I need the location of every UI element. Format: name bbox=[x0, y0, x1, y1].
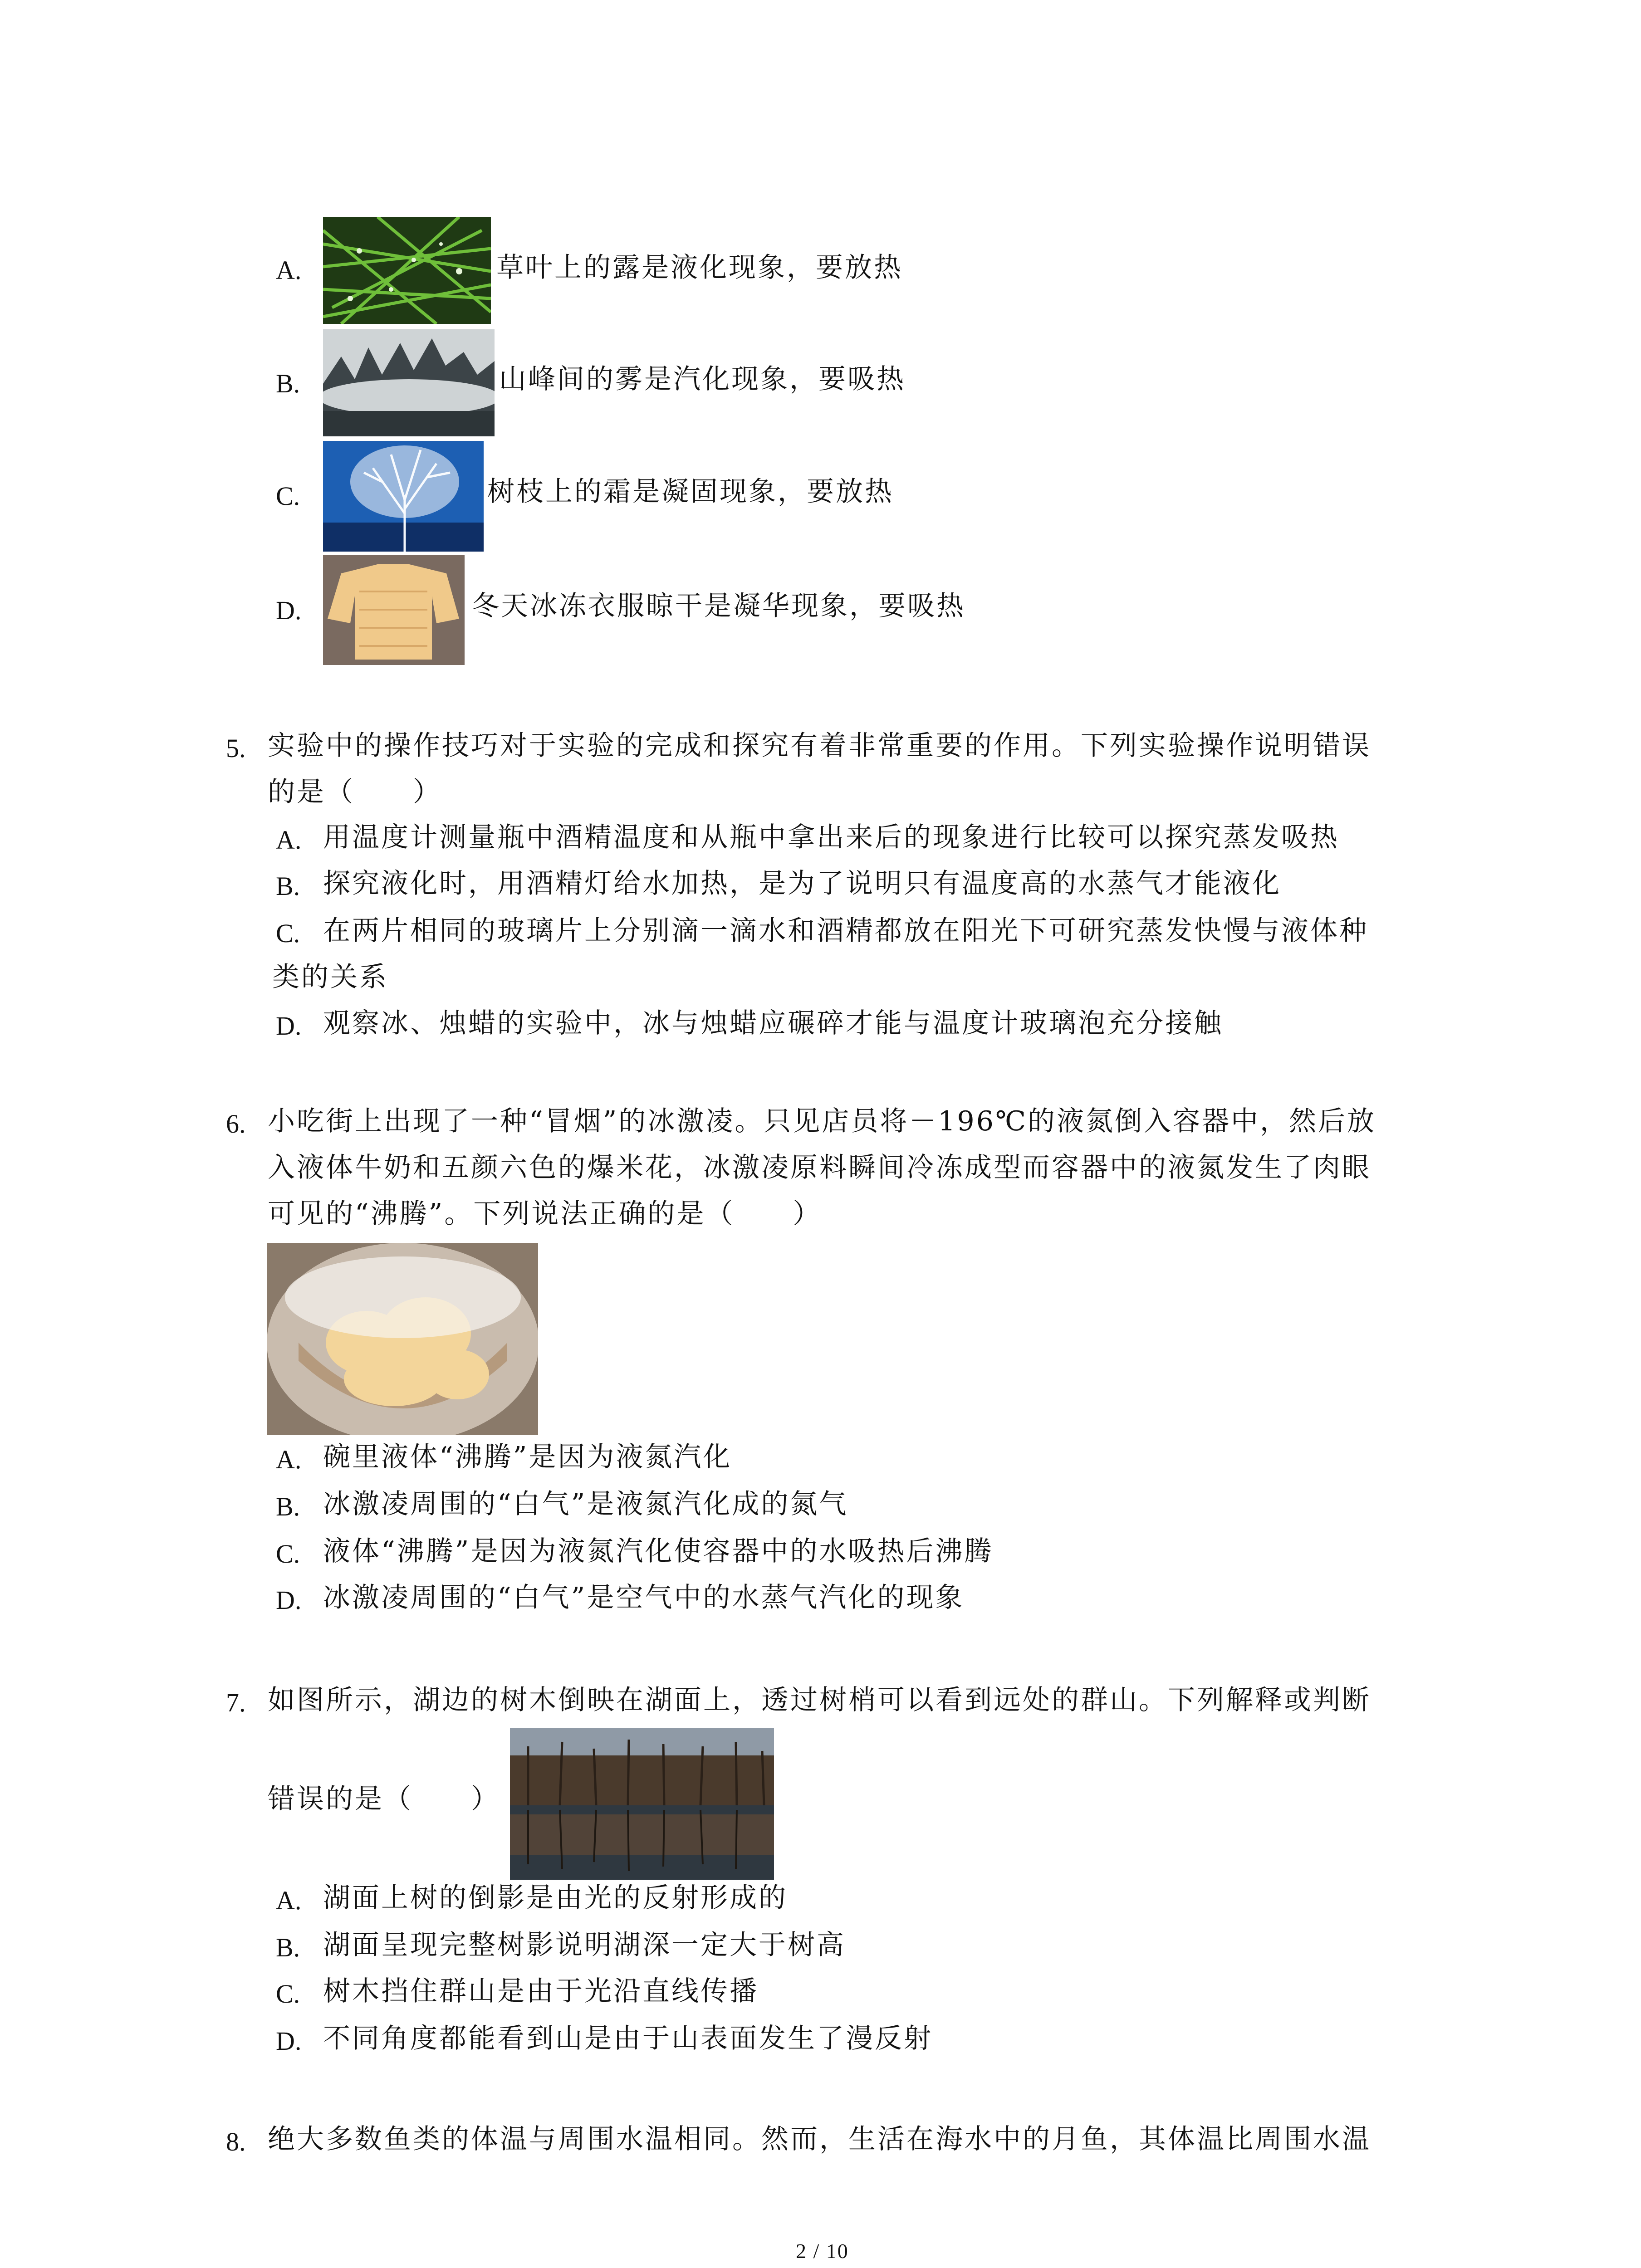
option-text: 冰激凌周围的“白气”是液氮汽化成的氮气 bbox=[323, 1488, 848, 1520]
question-number: 7. bbox=[226, 1688, 246, 1717]
option-letter: C. bbox=[276, 1979, 300, 2009]
option-text: 用温度计测量瓶中酒精温度和从瓶中拿出来后的现象进行比较可以探究蒸发吸热 bbox=[323, 821, 1339, 853]
option-letter: A. bbox=[276, 825, 302, 855]
question-stem: 绝大多数鱼类的体温与周围水温相同。然而，生活在海水中的月鱼，其体温比周围水温 bbox=[268, 2123, 1371, 2155]
option-text: 在两片相同的玻璃片上分别滴一滴水和酒精都放在阳光下可研究蒸发快慢与液体种 bbox=[323, 915, 1368, 947]
option-text: 山峰间的雾是汽化现象，要吸热 bbox=[499, 363, 906, 395]
option-letter: C. bbox=[276, 919, 300, 948]
option-text: 湖面呈现完整树影说明湖深一定大于树高 bbox=[323, 1929, 846, 1961]
option-text: 液体“沸腾”是因为液氮汽化使容器中的水吸热后沸腾 bbox=[323, 1535, 994, 1567]
question-stem: 错误的是（ ） bbox=[268, 1783, 500, 1815]
option-text-continued: 类的关系 bbox=[272, 961, 388, 993]
frost-tree-photo bbox=[323, 441, 484, 552]
option-letter: A. bbox=[276, 1886, 302, 1915]
option-text: 树枝上的霜是凝固现象，要放热 bbox=[487, 476, 894, 508]
option-letter: D. bbox=[276, 2026, 302, 2056]
question-number: 8. bbox=[226, 2127, 246, 2156]
option-letter: A. bbox=[276, 255, 302, 285]
option-letter: D. bbox=[276, 1011, 302, 1041]
option-text: 树木挡住群山是由于光沿直线传播 bbox=[323, 1975, 759, 2007]
option-letter: B. bbox=[276, 369, 300, 398]
option-text: 观察冰、烛蜡的实验中，冰与烛蜡应碾碎才能与温度计玻璃泡充分接触 bbox=[323, 1007, 1223, 1039]
option-text: 草叶上的露是液化现象，要放热 bbox=[496, 252, 903, 284]
option-letter: B. bbox=[276, 871, 300, 901]
mountain-fog-photo bbox=[323, 329, 495, 436]
option-letter: C. bbox=[276, 481, 300, 511]
option-text: 不同角度都能看到山是由于山表面发生了漫反射 bbox=[323, 2023, 933, 2054]
question-stem: 如图所示，湖边的树木倒映在湖面上，透过树梢可以看到远处的群山。下列解释或判断 bbox=[268, 1684, 1371, 1716]
question-number: 6. bbox=[226, 1109, 246, 1139]
option-text: 冰激凌周围的“白气”是空气中的水蒸气汽化的现象 bbox=[323, 1582, 965, 1613]
option-text: 冬天冰冻衣服晾干是凝华现象，要吸热 bbox=[472, 590, 965, 622]
question-number: 5. bbox=[226, 733, 246, 763]
option-text: 探究液化时，用酒精灯给水加热，是为了说明只有温度高的水蒸气才能液化 bbox=[323, 868, 1281, 899]
option-letter: D. bbox=[276, 1585, 302, 1615]
question-stem: 入液体牛奶和五颜六色的爆米花，冰激凌原料瞬间冷冻成型而容器中的液氮发生了肉眼 bbox=[268, 1152, 1371, 1183]
frozen-sweater-photo bbox=[323, 555, 465, 665]
option-letter: B. bbox=[276, 1492, 300, 1521]
grass-dew-photo bbox=[323, 217, 491, 324]
option-letter: C. bbox=[276, 1539, 300, 1569]
option-text: 碗里液体“沸腾”是因为液氮汽化 bbox=[323, 1441, 732, 1473]
option-text: 湖面上树的倒影是由光的反射形成的 bbox=[323, 1882, 788, 1914]
page-number: 2 / 10 bbox=[796, 2239, 849, 2263]
ice-cream-nitrogen-photo bbox=[267, 1243, 538, 1435]
question-stem: 可见的“沸腾”。下列说法正确的是（ ） bbox=[268, 1198, 822, 1230]
question-stem: 小吃街上出现了一种“冒烟”的冰激凌。只见店员将－196℃的液氮倒入容器中，然后放 bbox=[268, 1105, 1376, 1137]
lake-reflection-photo bbox=[510, 1728, 774, 1880]
option-letter: A. bbox=[276, 1445, 302, 1474]
option-letter: B. bbox=[276, 1933, 300, 1962]
question-stem: 的是（ ） bbox=[268, 776, 442, 808]
question-stem: 实验中的操作技巧对于实验的完成和探究有着非常重要的作用。下列实验操作说明错误 bbox=[268, 730, 1371, 762]
option-letter: D. bbox=[276, 596, 302, 625]
